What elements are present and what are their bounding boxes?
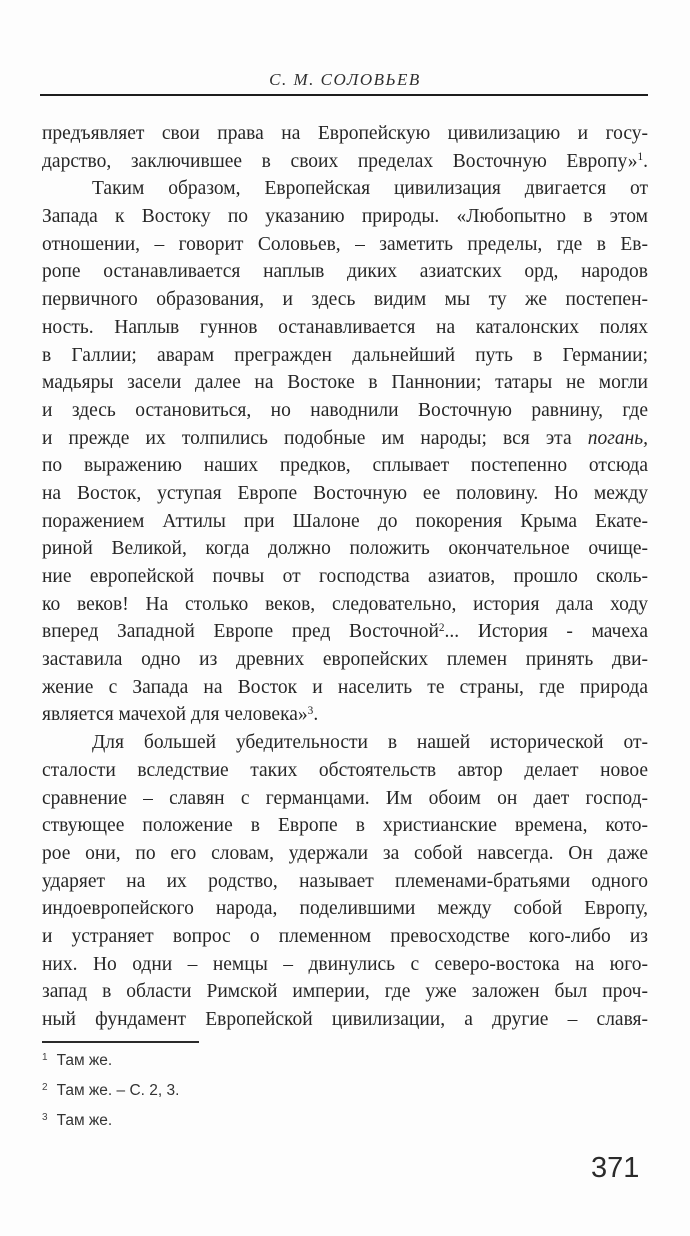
text-line (42, 231, 648, 259)
text-segment: и устраняет вопрос о племенном превосходстве кого-либо из (42, 925, 648, 947)
text-line (42, 757, 648, 785)
text-line (42, 1006, 648, 1034)
text-line (42, 342, 648, 370)
text-segment: запад в области Римской империи, где уже заложен был проч- (42, 981, 648, 1003)
text-line (42, 508, 648, 536)
text-segment: сравнение – славян с германцами. Им обоим он дает господ- (42, 787, 648, 809)
text-line (42, 951, 648, 979)
text-line (42, 286, 648, 314)
text-segment: Для большей убедительности в нашей исторической от- (92, 732, 648, 754)
footnote-rule (42, 1041, 199, 1043)
text-segment: в Галлии; аварам прегражден дальнейший путь в Германии; (42, 344, 648, 366)
footnotes (42, 1051, 622, 1141)
text-segment: вперед Западной Европе пред Восточной (42, 621, 439, 643)
text-line (42, 701, 648, 729)
text-line (42, 175, 648, 203)
text-line (42, 895, 648, 923)
text-line (42, 120, 648, 148)
text-line (42, 674, 648, 702)
text-segment: ... История - мачеха (444, 621, 648, 643)
footnote-marker: 1 (42, 1052, 48, 1063)
footnote (42, 1111, 622, 1141)
text-segment: . (643, 150, 648, 172)
text-line (42, 840, 648, 868)
text-segment: ропе останавливается наплыв диких азиатских орд, народов (42, 261, 648, 283)
footnote-text: Там же. – С. 2, 3. (56, 1082, 180, 1099)
text-segment: ко веков! На столько веков, следовательно, история дала ходу (42, 593, 648, 615)
running-head-title: С. М. СОЛОВЬЕВ (269, 70, 421, 89)
text-line (42, 646, 648, 674)
footnote-reference: 1 (637, 151, 644, 164)
page-number: 371 (591, 1152, 640, 1184)
text-line (42, 812, 648, 840)
text-segment: ние европейской почвы от господства азиатов, прошло сколь- (42, 566, 648, 587)
text-segment: сталости вследствие таких обстоятельств автор делает новое (42, 759, 648, 781)
text-segment: ный фундамент Европейской цивилизации, а другие – славя- (42, 1009, 648, 1030)
text-line (42, 591, 648, 619)
text-line (42, 563, 648, 591)
text-line (42, 618, 648, 646)
text-segment: ствующее положение в Европе в христианские времена, кото- (42, 815, 648, 837)
header-rule (40, 94, 648, 96)
footnote (42, 1081, 622, 1111)
text-line (42, 425, 648, 453)
text-line (42, 868, 648, 896)
footnote-reference: 2 (438, 622, 445, 635)
text-segment: поражением Аттилы при Шалоне до покорения Крыма Екате- (42, 510, 648, 532)
text-segment: риной Великой, когда должно положить окончательное очище- (42, 538, 648, 560)
text-line (42, 258, 648, 286)
text-segment: по выражению наших предков, сплывает постепенно отсюда (42, 455, 648, 477)
body-text (42, 120, 648, 1034)
text-segment: является мачехой для человека» (42, 704, 308, 726)
text-segment: рое они, по его словам, удержали за собой навсегда. Он даже (42, 842, 648, 864)
text-line (42, 369, 648, 397)
text-line (42, 978, 648, 1006)
text-segment: на Восток, уступая Европе Восточную ее половину. Но между (42, 482, 648, 504)
text-line (42, 148, 648, 176)
text-line (42, 314, 648, 342)
footnote-reference: 3 (307, 705, 314, 718)
text-segment: жение с Запада на Восток и населить те страны, где природа (42, 676, 648, 698)
footnote (42, 1051, 622, 1081)
text-line (42, 480, 648, 508)
italic-text: погань, (587, 427, 648, 449)
text-line (42, 785, 648, 813)
text-line (42, 535, 648, 563)
text-segment: первичного образования, и здесь видим мы ту же постепен- (42, 289, 648, 311)
text-segment: и прежде их толпились подобные им народы; вся эта (42, 427, 588, 449)
text-segment: дарство, заключившее в своих пределах Восточную Европу» (42, 150, 638, 172)
text-segment: Таким образом, Европейская цивилизация двигается от (92, 178, 648, 200)
text-line (42, 729, 648, 757)
footnote-marker: 3 (42, 1112, 48, 1123)
text-segment: индоевропейского народа, поделившими между собой Европу, (42, 898, 648, 920)
footnote-text: Там же. (56, 1112, 113, 1129)
text-segment: предъявляет свои права на Европейскую цивилизацию и госу- (42, 123, 648, 144)
footnote-marker: 2 (42, 1082, 48, 1093)
text-segment: Запада к Востоку по указанию природы. «Любопытно в этом (42, 206, 648, 228)
text-line (42, 452, 648, 480)
text-segment: них. Но одни – немцы – двинулись с северо-востока на юго- (42, 953, 648, 975)
text-line (42, 923, 648, 951)
text-segment: и здесь остановиться, но наводнили Восточную равнину, где (42, 399, 648, 421)
text-line (42, 203, 648, 231)
text-segment: мадьяры засели далее на Востоке в Паннонии; татары не могли (42, 372, 648, 394)
text-segment: заставила одно из древних европейских племен принять дви- (42, 649, 648, 671)
text-line (42, 397, 648, 425)
footnote-text: Там же. (56, 1052, 113, 1069)
text-segment: отношении, – говорит Соловьев, – заметить пределы, где в Ев- (42, 233, 648, 255)
text-segment: ность. Наплыв гуннов останавливается на каталонских полях (42, 316, 648, 338)
text-segment: ударяет на их родство, называет племенами-братьями одного (42, 870, 648, 892)
text-segment: . (313, 704, 319, 726)
